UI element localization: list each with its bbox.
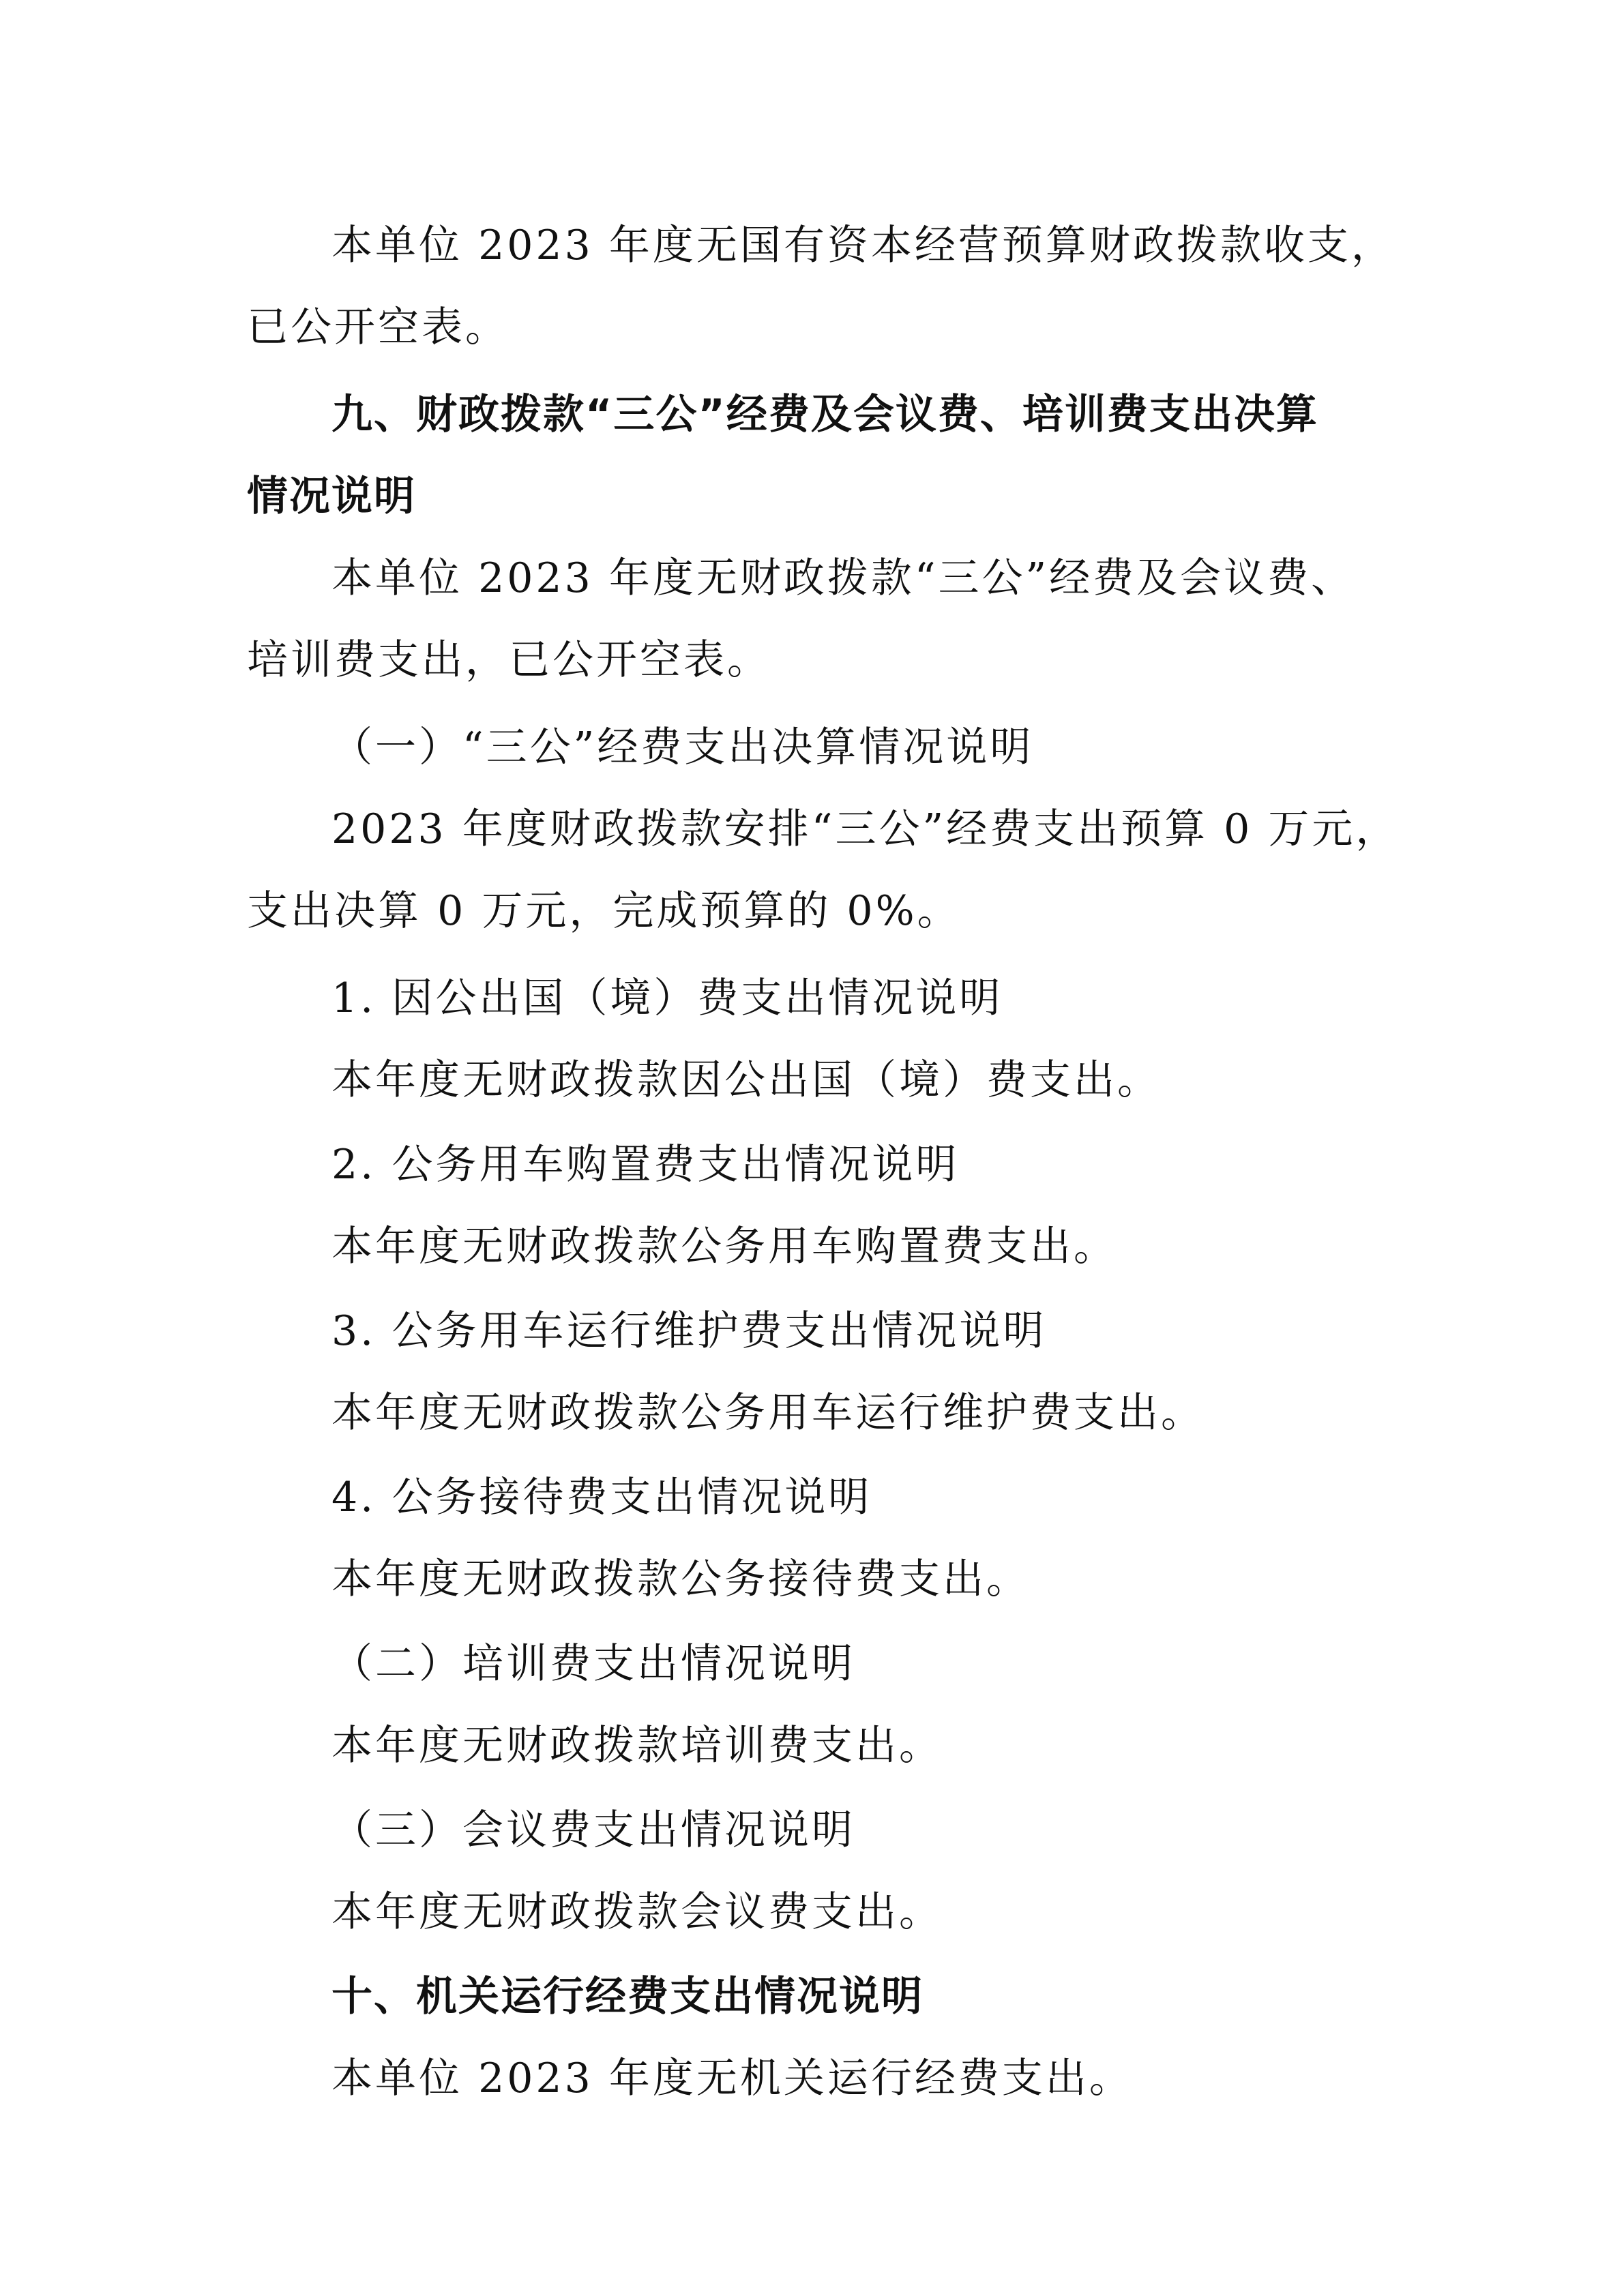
subheading-sangong: （一）“三公”经费支出决算情况说明 [331,724,1034,771]
section-heading-nine: 九、财政拨款“三公”经费及会议费、培训费支出决算 [331,391,1318,438]
item-body: 本年度无财政拨款公务接待费支出。 [331,1555,1030,1603]
paragraph-line: 2023 年度财政拨款安排“三公”经费支出预算 0 万元， [331,805,1400,853]
paragraph-line: 本单位 2023 年度无机关运行经费支出。 [331,2055,1133,2102]
document-body [247,205,1400,2119]
item-title: 3. 公务用车运行维护费支出情况说明 [331,1307,1047,1355]
subheading-training: （二）培训费支出情况说明 [331,1640,855,1688]
item-body: 本年度无财政拨款会议费支出。 [331,1888,943,1936]
item-body: 本年度无财政拨款培训费支出。 [331,1722,943,1770]
item-title: 2. 公务用车购置费支出情况说明 [331,1141,960,1189]
item-body: 本年度无财政拨款公务用车购置费支出。 [331,1223,1117,1270]
item-title: 1. 因公出国（境）费支出情况说明 [331,974,1003,1022]
item-body: 本年度无财政拨款因公出国（境）费支出。 [331,1056,1161,1104]
section-heading-ten: 十、机关运行经费支出情况说明 [331,1973,924,2021]
paragraph-line: 支出决算 0 万元，完成预算的 0%。 [247,887,961,935]
paragraph-line: 本单位 2023 年度无国有资本经营预算财政拨款收支， [331,222,1395,269]
paragraph-line: 本单位 2023 年度无财政拨款“三公”经费及会议费、 [331,554,1355,602]
section-heading-nine-cont: 情况说明 [247,473,416,520]
paragraph-line: 已公开空表。 [247,303,509,351]
paragraph-line: 培训费支出，已公开空表。 [247,636,771,684]
subheading-meeting: （三）会议费支出情况说明 [331,1806,855,1854]
item-body: 本年度无财政拨款公务用车运行维护费支出。 [331,1389,1205,1437]
item-title: 4. 公务接待费支出情况说明 [331,1474,872,1521]
